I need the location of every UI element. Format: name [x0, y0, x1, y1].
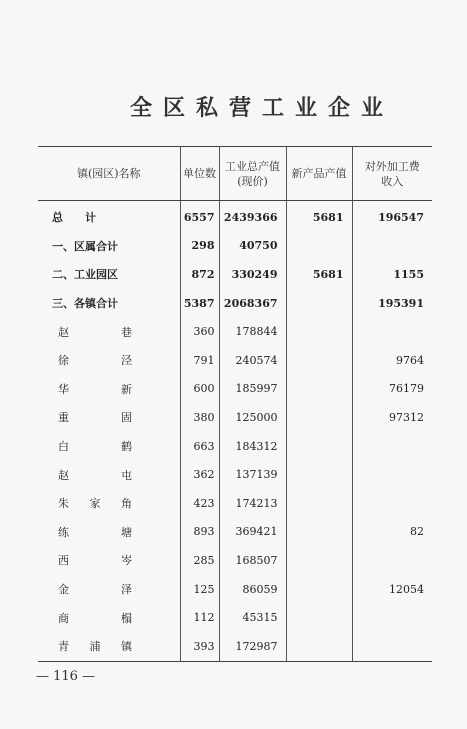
table-row — [38, 317, 432, 346]
town-name: 青 浦 镇 — [38, 632, 180, 661]
cell-new-product — [286, 546, 352, 575]
cell-new-product — [286, 432, 352, 461]
cell-new-product — [286, 603, 352, 632]
cell-output: 172987 — [219, 632, 286, 661]
header-output: 工业总产值 (现价) — [219, 147, 286, 201]
table-row — [38, 632, 432, 661]
cell-new-product — [286, 632, 352, 661]
table-row — [38, 432, 432, 461]
cell-new-product — [286, 232, 352, 261]
cell-output: 40750 — [219, 232, 286, 261]
cell-processing — [352, 489, 432, 518]
cell-output: 86059 — [219, 575, 286, 604]
cell-output: 178844 — [219, 317, 286, 346]
town-name: 重 固 — [58, 411, 132, 425]
cell-output: 137139 — [219, 460, 286, 489]
cell-processing: 1155 — [352, 260, 432, 289]
cell-new-product — [286, 460, 352, 489]
cell-processing: 76179 — [352, 375, 432, 404]
table-row — [38, 603, 432, 632]
table-row — [38, 232, 432, 261]
table-row — [38, 460, 432, 489]
table-row — [38, 375, 432, 404]
cell-new-product — [286, 575, 352, 604]
cell-new-product — [286, 375, 352, 404]
cell-units: 112 — [180, 603, 219, 632]
cell-output: 2068367 — [219, 289, 286, 318]
cell-processing — [352, 232, 432, 261]
cell-processing: 9764 — [352, 346, 432, 375]
header-name: 镇(园区)名称 — [38, 147, 180, 201]
cell-units: 791 — [180, 346, 219, 375]
cell-output: 240574 — [219, 346, 286, 375]
cell-new-product: 5681 — [286, 260, 352, 289]
town-name: 徐 泾 — [58, 354, 132, 368]
header-new-product: 新产品产值 — [286, 147, 352, 201]
table-row — [38, 575, 432, 604]
cell-new-product — [286, 346, 352, 375]
cell-processing — [352, 432, 432, 461]
cell-output: 369421 — [219, 518, 286, 547]
cell-units: 298 — [180, 232, 219, 261]
cell-output: 168507 — [219, 546, 286, 575]
cell-units: 125 — [180, 575, 219, 604]
cell-new-product — [286, 289, 352, 318]
cell-processing: 195391 — [352, 289, 432, 318]
town-name: 练 塘 — [58, 525, 132, 539]
table-row — [38, 289, 432, 318]
cell-new-product: 5681 — [286, 201, 352, 232]
cell-new-product — [286, 489, 352, 518]
cell-processing — [352, 632, 432, 661]
cell-processing: 82 — [352, 518, 432, 547]
town-name: 赵 屯 — [58, 468, 132, 482]
cell-units: 872 — [180, 260, 219, 289]
cell-processing — [352, 317, 432, 346]
row-name: 二、工业园区 — [52, 268, 118, 282]
row-name: 总 计 — [52, 211, 96, 225]
cell-output: 185997 — [219, 375, 286, 404]
table-row — [38, 260, 432, 289]
header-units: 单位数 — [180, 147, 219, 201]
cell-units: 360 — [180, 317, 219, 346]
cell-units: 362 — [180, 460, 219, 489]
cell-output: 125000 — [219, 403, 286, 432]
cell-units: 663 — [180, 432, 219, 461]
cell-output: 45315 — [219, 603, 286, 632]
table-row — [38, 403, 432, 432]
cell-units: 423 — [180, 489, 219, 518]
town-name: 商 榻 — [58, 611, 132, 625]
cell-processing — [352, 460, 432, 489]
cell-units: 380 — [180, 403, 219, 432]
cell-units: 600 — [180, 375, 219, 404]
table-row — [38, 201, 432, 232]
cell-processing: 97312 — [352, 403, 432, 432]
page-title: 全区私营工业企业 — [130, 95, 395, 121]
town-name: 华 新 — [58, 382, 132, 396]
row-name: 一、区属合计 — [52, 239, 118, 253]
town-name: 金 泽 — [58, 583, 132, 597]
cell-new-product — [286, 518, 352, 547]
cell-units: 285 — [180, 546, 219, 575]
town-name: 西 岑 — [58, 554, 132, 568]
cell-processing: 12054 — [352, 575, 432, 604]
town-name: 赵 巷 — [58, 325, 132, 339]
cell-output: 330249 — [219, 260, 286, 289]
cell-units: 5387 — [180, 289, 219, 318]
cell-processing — [352, 603, 432, 632]
town-name: 朱 家 角 — [58, 497, 132, 511]
cell-output: 184312 — [219, 432, 286, 461]
cell-output: 2439366 — [219, 201, 286, 232]
cell-new-product — [286, 403, 352, 432]
table-row — [38, 546, 432, 575]
cell-units: 393 — [180, 632, 219, 661]
cell-units: 893 — [180, 518, 219, 547]
cell-processing: 196547 — [352, 201, 432, 232]
page-number: — 116 — — [36, 669, 96, 684]
statistics-table — [38, 146, 432, 662]
table-header-row — [38, 147, 432, 201]
table-row — [38, 489, 432, 518]
table-row — [38, 346, 432, 375]
cell-units: 6557 — [180, 201, 219, 232]
header-processing: 对外加工费 收入 — [352, 147, 432, 201]
town-name: 白 鹤 — [58, 440, 132, 454]
table-row — [38, 518, 432, 547]
cell-output: 174213 — [219, 489, 286, 518]
cell-new-product — [286, 317, 352, 346]
row-name: 三、各镇合计 — [52, 297, 118, 311]
cell-processing — [352, 546, 432, 575]
